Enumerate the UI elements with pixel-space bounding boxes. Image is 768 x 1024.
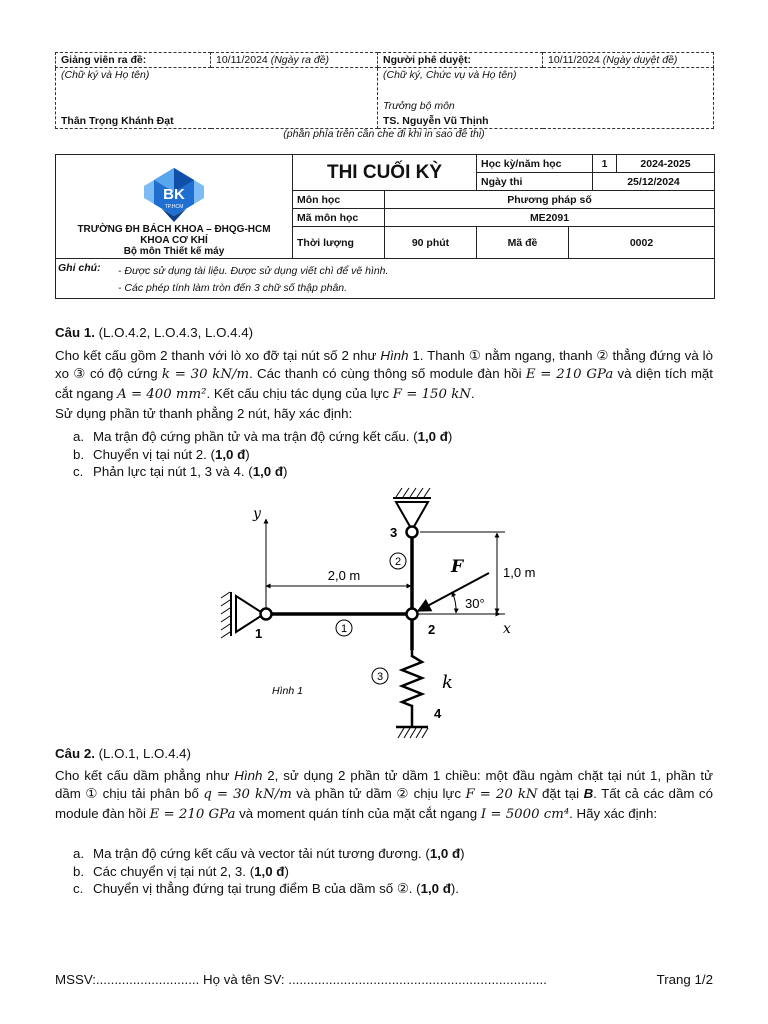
q2-text-e: . Tất cả các dầm có module đàn hồi	[55, 786, 713, 821]
q1-text-a: Cho kết cấu gồm 2 thanh với lò xo đỡ tại nút số 2 như	[55, 348, 381, 363]
elem-1-label: 1	[340, 623, 348, 635]
q2-paragraph	[55, 767, 713, 824]
q2-fig-ref: Hình	[234, 768, 263, 783]
elem-2-label: 2	[394, 556, 402, 568]
lecturer-date-note: (Ngày ra đề)	[270, 54, 330, 66]
semester-value: 1	[593, 155, 617, 173]
spring-3	[402, 650, 422, 727]
lecturer-label: Giảng viên ra đề:	[56, 53, 211, 68]
q2-text-f: và moment quán tính của mặt cắt ngang	[235, 805, 481, 821]
q1-learning-outcomes: (L.O.4.2, L.O.4.3, L.O.4.4)	[98, 325, 254, 340]
exam-code: 0002	[569, 227, 715, 259]
node-1-label: 1	[255, 626, 263, 641]
q2-I-value: I = 5000 cm⁴	[480, 806, 570, 822]
q1-F-value: F = 150 kN	[392, 386, 471, 402]
approver-name: TS. Nguyễn Vũ Thịnh	[383, 115, 489, 127]
angle-arc	[452, 592, 456, 613]
dim-vertical-label: 1,0 m	[503, 565, 536, 580]
dim-horizontal-label: 2,0 m	[327, 568, 361, 583]
list-item: a. Ma trận độ cứng kết cấu và vector tải nút tương đương. (1,0 đ)	[73, 846, 465, 861]
approver-sign-note: (Chữ ký, Chức vụ và Họ tên)	[383, 69, 517, 81]
logo-sub: TP.HCM	[164, 204, 184, 210]
q1-text-c: . Các thanh có cùng thông số module đàn hồi	[249, 366, 526, 382]
node-4-label: 4	[434, 706, 442, 721]
angle-label: 30°	[465, 596, 485, 611]
list-item: c. Chuyển vị thẳng đứng tại trung điểm B của dầm số ②. (1,0 đ).	[73, 881, 459, 896]
q1-text-d: và diện tích mặt cắt ngang	[55, 366, 713, 401]
q2-E-value: E = 210 GPa	[149, 806, 236, 822]
x-axis-label: x	[503, 621, 511, 637]
note-2: - Các phép tính làm tròn đến 3 chữ số thập phân.	[118, 282, 348, 294]
lecturer-name: Thân Trọng Khánh Đạt	[61, 115, 174, 127]
list-item: c. Phản lực tại nút 1, 3 và 4. (1,0 đ)	[73, 464, 288, 479]
exam-date-label: Ngày thi	[477, 173, 593, 191]
subject-label: Môn học	[293, 191, 385, 209]
node-2	[407, 609, 418, 620]
spring-label: k	[442, 672, 453, 693]
q2-text-g: . Hãy xác định:	[569, 805, 658, 821]
list-item: a. Ma trận độ cứng phần tử và ma trận độ cứng kết cấu. (1,0 đ)	[73, 429, 453, 444]
course-code-label: Mã môn học	[293, 209, 385, 227]
q2-heading-line	[55, 745, 713, 763]
list-item: b. Chuyển vị tại nút 2. (1,0 đ)	[73, 446, 250, 462]
exam-title: THI CUỐI KỲ	[293, 155, 477, 191]
q2-heading: Câu 2.	[55, 746, 95, 761]
school-year: 2024-2025	[617, 155, 715, 173]
q1-instruction: Sử dụng phần tử thanh phẳng 2 nút, hãy xác định:	[55, 406, 353, 421]
logo-text: BK	[163, 186, 185, 203]
q1-A-value: A = 400 mm²	[117, 386, 207, 402]
q1-k-value: k = 30 kN/m	[161, 367, 250, 383]
q2-text-a: Cho kết cấu dầm phẳng như	[55, 768, 235, 783]
faculty-name: KHOA CƠ KHÍ	[140, 235, 208, 246]
wall-1-hatch	[221, 592, 230, 638]
node-3-label: 3	[390, 525, 398, 540]
force-label: F	[451, 557, 464, 577]
figure-caption: Hình 1	[272, 685, 303, 697]
q2-q-value: q = 30 kN/m	[203, 787, 292, 803]
exam-code-label: Mã đề	[477, 227, 569, 259]
q1-text-b: 1. Thanh ① nằm ngang, thanh ② thẳng đứng và lò xo ③ có độ cứng	[55, 348, 713, 382]
subject-value: Phương pháp số	[385, 191, 715, 209]
approver-title: Trưởng bộ môn	[383, 100, 455, 112]
q1-text-e: . Kết cấu chịu tác dụng của lực	[206, 385, 393, 401]
approver-date: 10/11/2024	[548, 54, 600, 66]
course-code: ME2091	[385, 209, 715, 227]
q2-text-b: 2, sử dụng 2 phần tử dầm 1 chiều: một đầu ngàm chặt tại nút 1, phần tử dầm ① chịu tải phân bố	[55, 768, 713, 802]
q1-heading: Câu 1.	[55, 325, 95, 340]
hide-note: (phần phía trên cần che đi khi in sao đề thi)	[283, 128, 485, 140]
note-1: - Được sử dụng tài liệu. Được sử dụng viết chì để vẽ hình.	[118, 265, 389, 277]
exam-date: 25/12/2024	[593, 173, 715, 191]
q2-point-b: B	[583, 786, 594, 802]
notes-label: Ghi chú:	[58, 262, 101, 274]
department-name: Bộ môn Thiết kế máy	[123, 246, 225, 257]
lecturer-sign-note: (Chữ ký và Họ tên)	[61, 69, 150, 81]
duration-value: 90 phút	[385, 227, 477, 259]
q2-learning-outcomes: (L.O.1, L.O.4.4)	[98, 746, 191, 761]
approver-label: Người phê duyệt:	[378, 53, 543, 68]
y-axis-label: y	[253, 506, 261, 522]
lecturer-date: 10/11/2024	[216, 54, 268, 66]
q1-E-value: E = 210 GPa	[525, 367, 614, 383]
page-number: Trang 1/2	[656, 972, 713, 987]
approver-date-note: (Ngày duyệt đề)	[602, 54, 678, 66]
ground-4-hatch	[398, 728, 428, 738]
list-item: b. Các chuyển vị tại nút 2, 3. (1,0 đ)	[73, 863, 289, 879]
duration-label: Thời lượng	[293, 227, 385, 259]
node-1	[261, 609, 272, 620]
q2-task-list	[73, 845, 713, 898]
q2-F-value: F = 20 kN	[465, 787, 538, 803]
page-footer	[55, 972, 713, 987]
q2-text-d: đặt tại	[537, 786, 584, 802]
semester-label: Học kỳ/năm học	[477, 155, 593, 173]
node-3	[407, 527, 418, 538]
ceiling-3-hatch	[396, 488, 430, 497]
q1-fig-ref: Hình	[380, 348, 409, 363]
school-name: TRƯỜNG ĐH BÁCH KHOA – ĐHQG-HCM	[77, 224, 271, 235]
student-fields: MSSV:............................ Họ và tên SV: ......................................................................	[55, 972, 547, 987]
elem-3-label: 3	[376, 671, 384, 683]
q1-text-f: .	[470, 385, 475, 401]
node-2-label: 2	[428, 622, 436, 637]
q2-text-c: và phần tử dầm ② chịu lực	[291, 786, 466, 802]
